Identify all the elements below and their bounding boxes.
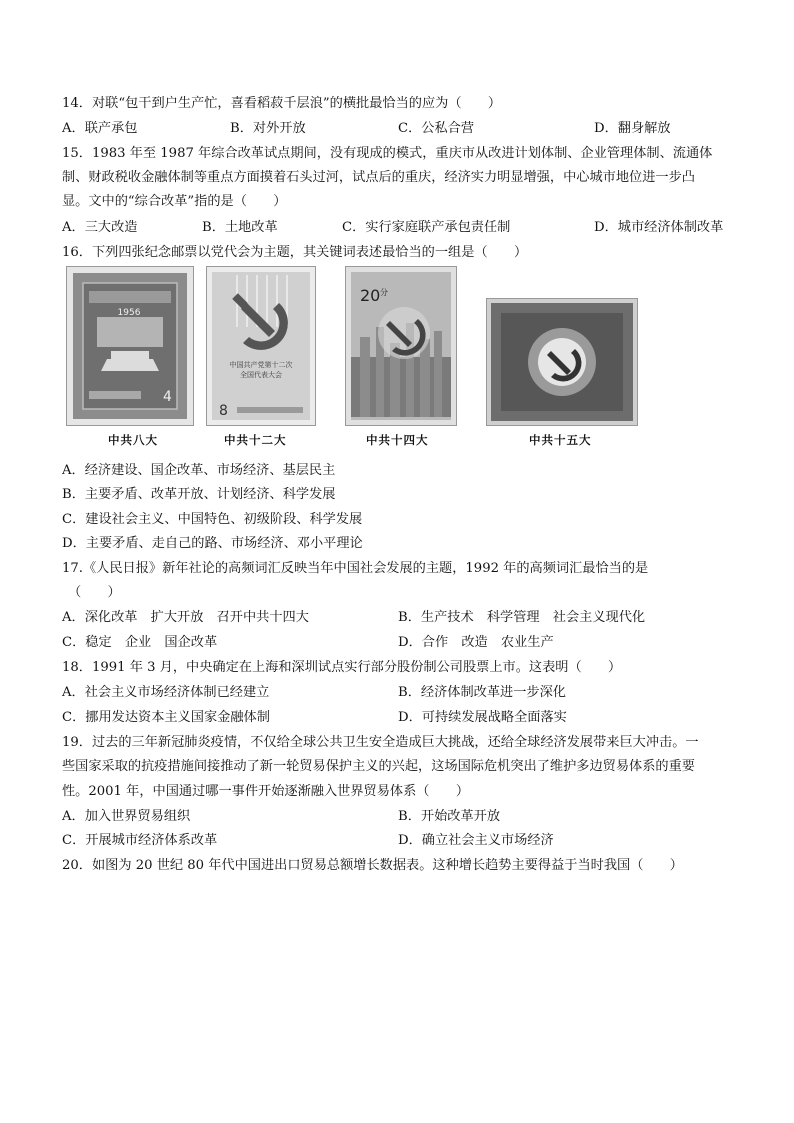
q15-stem-line-3: 显。文中的“综合改革”指的是（ ） bbox=[62, 194, 287, 209]
q17-option-a: A．深化改革 扩大开放 召开中共十四大 bbox=[62, 610, 309, 625]
q18-option-d: D．可持续发展战略全面落实 bbox=[398, 710, 567, 725]
stamp-image-14th-congress bbox=[345, 266, 457, 426]
q17-stem-line-2: （ ） bbox=[68, 585, 121, 600]
q16-option-d: D．主要矛盾、走自己的路、市场经济、邓小平理论 bbox=[62, 536, 363, 551]
q16-option-c: C．建设社会主义、中国特色、初级阶段、科学发展 bbox=[62, 512, 363, 527]
q17-option-b: B．生产技术 科学管理 社会主义现代化 bbox=[398, 610, 646, 625]
q15-option-d: D．城市经济体制改革 bbox=[594, 220, 724, 235]
q19-option-b: B．开始改革开放 bbox=[398, 809, 501, 824]
q19-option-a: A．加入世界贸易组织 bbox=[62, 809, 191, 824]
q19-option-d: D．确立社会主义市场经济 bbox=[398, 833, 554, 848]
stamp-2-value: 8 bbox=[219, 403, 228, 419]
stamp-caption-8th: 中共八大 bbox=[108, 433, 158, 447]
stamp-caption-14th: 中共十四大 bbox=[366, 433, 429, 447]
q14-option-b: B．对外开放 bbox=[230, 121, 306, 136]
q19-option-c: C．开展城市经济体系改革 bbox=[62, 833, 218, 848]
q16-option-a: A．经济建设、国企改革、市场经济、基层民主 bbox=[62, 463, 336, 478]
q14-option-d: D．翻身解放 bbox=[594, 121, 671, 136]
svg-text:4: 4 bbox=[163, 389, 172, 405]
stamp-1-year: 1956 bbox=[117, 308, 141, 318]
q15-stem-line-1: 15．1983 年至 1987 年综合改革试点期间，没有现成的模式，重庆市从改进计划体制、企业管理体制、流通体 bbox=[62, 146, 713, 161]
stamp-2-line-1: 中国共产党第十二次 bbox=[229, 361, 293, 369]
q17-option-d: D．合作 改造 农业生产 bbox=[398, 635, 554, 650]
stamp-image-15th-congress bbox=[486, 298, 638, 426]
q19-stem-line-1: 19．过去的三年新冠肺炎疫情，不仅给全球公共卫生安全造成巨大挑战，还给全球经济发展带来巨大冲击。一 bbox=[62, 735, 699, 750]
q15-option-b: B．土地改革 bbox=[202, 220, 278, 235]
stamp-2-line-2: 全国代表大会 bbox=[240, 371, 282, 379]
q15-stem-line-2: 制、财政税收金融体制等重点方面摸着石头过河，试点后的重庆，经济实力明显增强，中心城市地位进一步凸 bbox=[62, 170, 695, 185]
q15-option-a: A．三大改造 bbox=[62, 220, 138, 235]
q18-option-c: C．挪用发达资本主义国家金融体制 bbox=[62, 710, 270, 725]
stamp-3-value: 20 bbox=[360, 286, 381, 305]
stamp-image-12th-congress bbox=[206, 266, 316, 426]
stamp-image-8th-congress bbox=[66, 266, 194, 426]
q17-option-c: C．稳定 企业 国企改革 bbox=[62, 635, 218, 650]
q15-option-c: C．实行家庭联产承包责任制 bbox=[342, 220, 511, 235]
stamp-caption-15th: 中共十五大 bbox=[529, 433, 592, 447]
q18-option-a: A．社会主义市场经济体制已经建立 bbox=[62, 685, 270, 700]
q14-option-c: C．公私合营 bbox=[398, 121, 475, 136]
q17-stem-line-1: 17.《人民日报》新年社论的高频词汇反映当年中国社会发展的主题，1992 年的高频词汇最恰当的是 bbox=[62, 561, 649, 576]
q19-stem-line-3: 性。2001 年，中国通过哪一事件开始逐渐融入世界贸易体系（ ） bbox=[62, 784, 470, 799]
stamp-caption-12th: 中共十二大 bbox=[224, 433, 287, 447]
q16-stem: 16．下列四张纪念邮票以党代会为主题，其关键词表述最恰当的一组是（ ） bbox=[62, 245, 528, 260]
q18-stem: 18．1991 年 3 月，中央确定在上海和深圳试点实行部分股份制公司股票上市。这表明（ ） bbox=[62, 660, 622, 675]
svg-text:分: 分 bbox=[380, 288, 388, 297]
q20-stem: 20．如图为 20 世纪 80 年代中国进出口贸易总额增长数据表。这种增长趋势主要得益于当时我国（ ） bbox=[62, 858, 683, 873]
q14-stem: 14．对联“包干到户生产忙，喜看稻菽千层浪”的横批最恰当的应为（ ） bbox=[62, 96, 502, 111]
q14-option-a: A．联产承包 bbox=[62, 121, 138, 136]
q16-option-b: B．主要矛盾、改革开放、计划经济、科学发展 bbox=[62, 487, 336, 502]
q18-option-b: B．经济体制改革进一步深化 bbox=[398, 685, 566, 700]
q19-stem-line-2: 些国家采取的抗疫措施间接推动了新一轮贸易保护主义的兴起，这场国际危机突出了维护多边贸易体系的重要 bbox=[62, 759, 695, 774]
